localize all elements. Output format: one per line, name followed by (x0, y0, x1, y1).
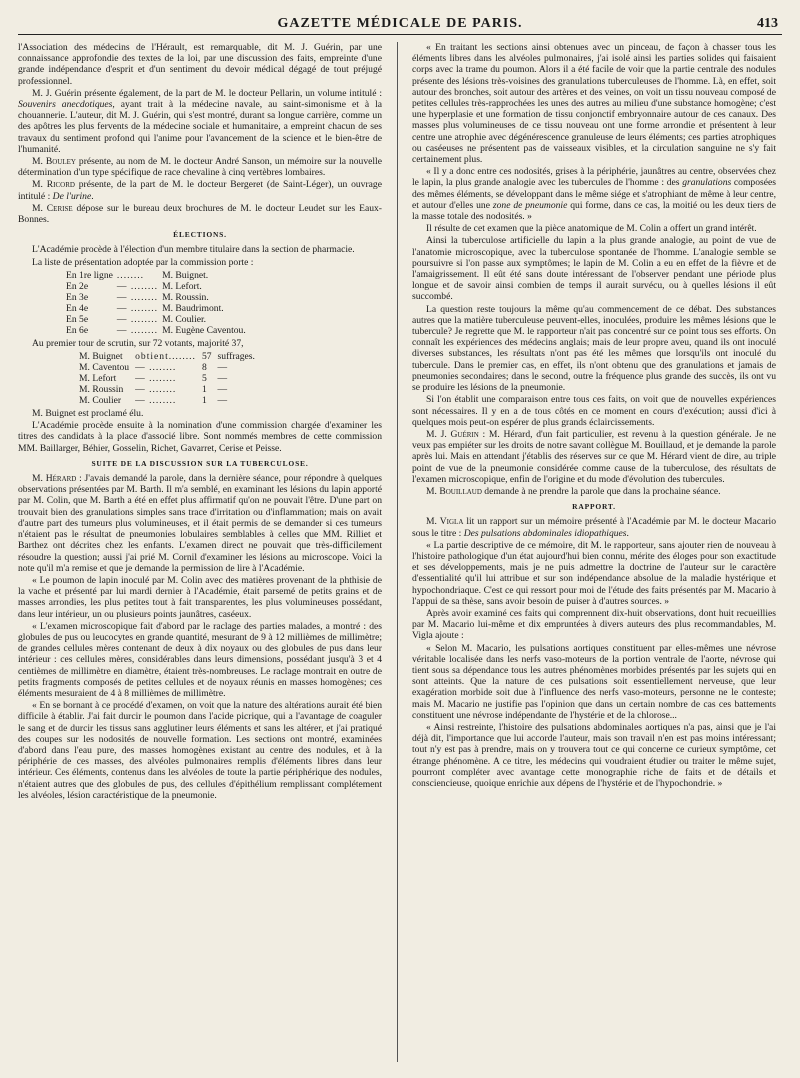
paragraph: M. Ricord présente, de la part de M. le docteur Bergeret (de Saint-Léger), un ouvrage intitulé : De l'urine. (18, 179, 382, 202)
book-title: De l'urine (52, 190, 92, 202)
list-item (64, 314, 248, 325)
emphasis: zone de pneumonie (492, 199, 568, 211)
paragraph: « Le poumon de lapin inoculé par M. Colin avec des matières provenant de la phthisie de la vache et présenté par lui mardi dernier à l'Académie, était parsemé de petits grains et de masses arrondies, les plus petites tout à fait transparentes, les plus volumineuses possédant, dans leur intérieur, un ou plusieurs points jaunâtres, caséeux. (18, 574, 382, 620)
candidate-name: M. Buignet (79, 351, 123, 363)
table-row (76, 384, 258, 395)
leader-dots: — ........ (116, 324, 159, 336)
candidate-name: M. Lefort (79, 373, 117, 385)
paragraph: M. Buignet est proclamé élu. (32, 408, 144, 420)
paragraph: La question reste toujours la même qu'au commencement de ce débat. Des substances autres que la matière tuberculeuse peuvent-elles, inoculées, produire les mêmes lésions que le tubercule? Je regrette que M. le rapporteur n'ait pas concentré sur ce point tous ses efforts. On connaît les expériences des médecins anglais; mais de leur propre aveu, quand ils ont inoculé diverses substances, les résultats n'ont pas été les mêmes que lorsqu'ils ont inoculé du tubercule. Dans le premier cas, en effet, ils n'ont obtenu que des granulations et jamais de pneumonies secondaires; dans le second, outre la fréquence plus grande des succès, ils ont vu se produire les lésions de la pneumonie. (412, 303, 776, 394)
rank-label: En 6e (66, 324, 89, 336)
list-item (64, 292, 248, 303)
column-divider (397, 42, 398, 1062)
paragraph: l'Association des médecins de l'Hérault, est remarquable, dit M. J. Guérin, par une connaissance approfondie des textes de la loi, par une discussion des faits, empreinte d'une grande indépendance d'esprit et d'un sentiment du devoir médical dégagé de tout préjugé professionnel. (18, 42, 382, 87)
left-column (18, 42, 382, 802)
page-title: GAZETTE MÉDICALE DE PARIS. (277, 16, 523, 31)
header-rule (18, 34, 782, 35)
paragraph: « Ainsi restreinte, l'histoire des pulsations abdominales aortiques n'a pas, ainsi que je l'ai déjà dit, l'importance que lui accorde l'auteur, mais son travail n'en est pas moins intéressant; tout n'y est pas à prendre, mais on y trouvera tout ce qui concerne ce curieux symptôme, cet étrange phénomène. A ce titre, les médecins qui voudraient étudier ou traiter le même sujet, pourront compléter avec avantage cette monographie riche de faits et de détails et consciencieuse, quoique enrichie aux dépens de l'hystérie et de l'hypochondrie. » (412, 721, 776, 789)
paragraph: M. Bouley présente, au nom de M. le docteur André Sanson, un mémoire sur la nouvelle détermination d'un type spécifique de race chevaline à cinq vertèbres lombaires. (18, 156, 382, 179)
paragraph: La liste de présentation adoptée par la commission porte : (32, 256, 254, 268)
vote-count: 1 (201, 384, 207, 396)
paragraph: L'Académie procède ensuite à la nomination d'une commission chargée d'examiner les titres des candidats à la place d'associé libre. Sont nommés membres de cette commission MM. Baillarger, Béhier, Gosselin, Richet, Gavarret, Cerise et Peisse. (18, 420, 382, 454)
candidate-name: M. Eugène Caventou. (162, 324, 246, 336)
leader-dots: — ........ (135, 395, 177, 407)
vote-unit: — (217, 395, 228, 407)
speaker-name: M. Bouley (32, 156, 76, 168)
paragraph: M. J. Guérin présente également, de la part de M. le docteur Pellarin, un volume intitulé : Souvenirs anecdotiques, ayant trait à la médecine navale, au saint-simonisme et à la chouannerie. L'auteur, dit M. J. Guérin, qui s'est montré, durant sa longue carrière, comme un des apôtres les plus fervents de la médecine sociale et humanitaire, a empreint chacun de ses travaux du sentiment profond qui l'anime pour l'avancement de la science et le bien-être de l'humanité. (18, 87, 382, 155)
leader-dots: — ........ (116, 280, 159, 292)
candidate-name: M. Caventou (79, 362, 130, 374)
paragraph: « En traitant les sections ainsi obtenues avec un pinceau, de façon à chasser tous les éléments libres dans les alvéoles pulmonaires, j'ai isolé ainsi les parties solides qui faisaient corps avec la trame du poumon. Alors il a été facile de voir que la partie centrale des nodules présente des lésions très-voisines des granulations tuberculeuses de l'homme. Là, en effet, soit autour des bronches, soit autour des artères et des veines, on voit un tissu nouveau composé de petites cellules très-rapprochées les unes des autres au milieu d'une substance homogène; c'est une hyperplasie et une formation de tissu conjonctif embryonnaire autour de ces canaux. Des masses plus volumineuses de ce tissu nouveau ont une forme arrondie et présentent à leur centre une atrophie avec dégénérescence granuleuse de leurs éléments; ces parties atrophiques ou caséeuses ne présentent pas de vaisseaux visibles, et la circulation sanguine ne s'y fait certainement plus. (412, 42, 776, 166)
vote-count: 5 (201, 373, 207, 385)
presentation-list (64, 270, 248, 336)
vote-count: 8 (201, 362, 207, 374)
paragraph: « Il y a donc entre ces nodosités, grises à la périphérie, jaunâtres au centre, observées chez le lapin, la plus grande analogie avec les tubercules de l'homme : des granulations composées des mêmes éléments, se développant dans le même siége et s'atrophiant de même à leur centre, et autour d'elles une zone de pneumonie qui forme, dans ce cas, la moitié ou les deux tiers de la masse totale des nodosités. » (412, 166, 777, 223)
section-heading-elections: ÉLECTIONS. (173, 230, 227, 240)
page-header (18, 10, 782, 36)
table-row (76, 395, 258, 406)
rank-label: En 5e (66, 313, 89, 325)
leader-dots: obtient........ (135, 351, 196, 363)
speaker-name: M. Cerise (32, 202, 73, 214)
rank-label: En 2e (66, 280, 89, 292)
candidate-name: M. Coulier. (162, 313, 207, 325)
rank-label: En 4e (66, 302, 89, 314)
right-column (412, 42, 776, 790)
list-item (64, 325, 248, 336)
paragraph: M. Bouillaud demande à ne prendre la parole que dans la prochaine séance. (426, 485, 721, 497)
leader-dots: — ........ (116, 313, 159, 325)
paragraph: Après avoir examiné ces faits qui comprennent dix-huit observations, dont huit recueillies par M. Macario lui-même et dix empruntées à divers auteurs des plus recommandables, M. Vigla ajoute : (412, 607, 776, 642)
leader-dots: — ........ (135, 373, 177, 385)
vote-count: 57 (201, 351, 212, 363)
candidate-name: M. Coulier (79, 395, 122, 407)
section-heading-discussion: SUITE DE LA DISCUSSION SUR LA TUBERCULOSE. (91, 458, 309, 468)
vote-unit: — (217, 384, 228, 396)
leader-dots: — ........ (116, 291, 159, 303)
candidate-name: M. Baudrimont. (162, 302, 224, 314)
paragraph: M. J. Guérin : M. Hérard, d'un fait particulier, est revenu à la question générale. Je ne veux pas empiéter sur les droits de notre savant collègue M. Bouillaud, et je demande la parole après lui. Mais en attendant j'établis des réserves sur ce que M. Hérard vient de dire, au triple point de vue de la pneumonie considérée comme cause de la tuberculose, des résultats de l'examen microscopique, enfin de l'origine et du mode d'évolution des tubercules. (412, 428, 776, 485)
rank-label: En 3e (66, 291, 89, 303)
vote-count: 1 (201, 395, 207, 407)
paragraph: Il résulte de cet examen que la pièce anatomique de M. Colin a offert un grand intérêt. (426, 223, 757, 235)
candidate-name: M. Roussin (79, 384, 124, 396)
book-title: Souvenirs anecdotiques (18, 99, 113, 111)
candidate-name: M. Buignet. (162, 269, 209, 281)
leader-dots: — ........ (116, 302, 159, 314)
leader-dots: — ........ (135, 384, 177, 396)
paragraph: « L'examen microscopique fait d'abord par le raclage des parties malades, a montré : des globules de pus ou leucocytes en grande quantité, mesurant de 9 à 12 millièmes de millimètre; de grandes cellules mères contenant de deux à dix noyaux ou des globules de pus dans leur intérieur : ces cellules mères, considérables dans leurs dimensions, possédant jusqu'à 3 et 4 centièmes de millimètre en diamètre, étaient très-nombreuses. Le raclage montrait en outre de petits fragments composés de petites cellules et de noyaux réunis en masses homogènes; ces éléments mesuraient de 4 à 8 millièmes de millimètre. (18, 620, 382, 699)
list-item (64, 303, 248, 314)
speaker-name: M. J. Guérin (426, 428, 479, 440)
table-row (76, 373, 258, 384)
section-heading-rapport: RAPPORT. (572, 502, 616, 512)
paragraph: « Selon M. Macario, les pulsations aortiques constituent par elles-mêmes une névrose véritable localisée dans les nerfs vaso-moteurs de la portion ventrale de l'aorte, névrose qui tient sous sa dépendance tous les autres phénomènes morbides présentés par les sujets qui en sont atteints. Que la nature de ces pulsations soit essentiellement nerveuse, que leur exagération morbide soit due à l'influence des nerfs vaso-moteurs, personne ne le conteste; mais M. Macario ne justifie pas l'opinion que dans un certain nombre de cas ces battements constituent une névrose indépendante de l'hystérie et de la chlorose... (412, 642, 776, 721)
emphasis: granulations (682, 177, 732, 189)
paragraph: L'Académie procède à l'élection d'un membre titulaire dans la section de pharmacie. (32, 244, 355, 256)
paragraph: « La partie descriptive de ce mémoire, dit M. le rapporteur, sans ajouter rien de nouveau à l'histoire pathologique d'un état aujourd'hui bien connu, mérite des éloges pour son exactitude et ses développements, mais je ne puis admettre la doctrine de l'auteur sur le caractère d'essentialité qu'il lui attribue et sur son indépendance absolue de la maladie hystérique et hypochondriaque. C'est ce qui ressort pour moi de l'étude des faits présentés par M. Macario à l'appui de sa thèse, sans avoir besoin de puiser à d'autres sources. » (412, 539, 776, 607)
candidate-name: M. Roussin. (162, 291, 209, 303)
table-row (76, 362, 258, 373)
paragraph: M. Cerise dépose sur le bureau deux brochures de M. le docteur Leudet sur les Eaux-Bonnes. (18, 202, 382, 226)
vote-results (76, 351, 258, 406)
memoir-title: Des pulsations abdominales idiopathiques (463, 527, 627, 539)
paragraph: « En se bornant à ce procédé d'examen, on voit que la nature des altérations aurait été bien difficile à établir. J'ai fait durcir le poumon dans l'acide picrique, qui a l'avantage de coaguler le sang et de durcir les tissus sans agglutiner leurs éléments et sans les altérer, et j'ai pratiqué des coupes sur les nodosités de nouvelle formation. Les sections ont montré, examinées d'abord dans l'eau pure, des masses homogènes existant au centre des nodules, et à la périphérie de ces masses, des alvéoles pulmonaires remplis d'éléments libres dans leur intérieur. Ces éléments, contenus dans les alvéoles de toute la partie périphérique des nodules, n'étaient autres que des globules de pus, des cellules d'épithélium remplissant complétement les alvéoles, lésion caractéristique de la pneumonie. (18, 700, 382, 801)
candidate-name: M. Lefort. (162, 280, 202, 292)
list-item (64, 270, 248, 281)
paragraph: Si l'on établit une comparaison entre tous ces faits, on voit que de nouvelles expériences sont nécessaires. Il y en a de tous côtés en ce moment en cours d'exécution; aussi d'ici à quelques mois peut-on espérer de plus grands éclaircissements. (412, 394, 776, 428)
vote-unit: — (217, 362, 228, 374)
paragraph: Au premier tour de scrutin, sur 72 votants, majorité 37, (32, 337, 244, 349)
leader-dots: ........ (116, 269, 145, 281)
paragraph: M. Vigla lit un rapport sur un mémoire présenté à l'Académie par M. le docteur Macario sous le titre : Des pulsations abdominales idiopathiques. (412, 516, 776, 539)
table-row (76, 351, 258, 362)
speaker-name: M. Vigla (426, 516, 464, 528)
rank-label: En 1re ligne (66, 269, 113, 281)
speaker-name: M. Ricord (32, 179, 75, 191)
paragraph: Ainsi la tuberculose artificielle du lapin a la plus grande analogie, au point de vue de l'anatomie microscopique, avec la tuberculose spontanée de l'homme. L'analogie semble se poursuivre si l'on passe aux symptômes; le lapin de M. Colin a eu en effet de la fièvre et de l'amaigrissement. Il eût été sans doute intéressant de l'observer pendant une période plus longue et de savoir ainsi combien de temps il aurait survécu, ou à quelles lésions il eût succombé. (412, 235, 776, 303)
vote-unit: suffrages. (217, 351, 255, 363)
leader-dots: — ........ (135, 362, 177, 374)
speaker-name: M. Bouillaud (426, 485, 482, 497)
paragraph: M. Hérard : J'avais demandé la parole, dans la dernière séance, pour répondre à quelques observations présentées par M. Barth. Il m'a semblé, en examinant les lésions du lapin apporté par M. Colin, que M. Barth a été en effet plus affirmatif qu'on ne pouvait l'être. D'une part on trouvait bien des granulations simples sans trace d'irritation ou d'inflammation; mais on avait d'autre part des tumeurs plus volumineuses, et il était permis de se demander si ces tumeurs n'étaient pas le résultat de pneumonies lobulaires semblables à celles que MM. Rilliet et Barthez ont décrites chez les enfants. L'examen direct ne pouvait que très-difficilement résoudre la question; aussi j'ai prié M. Cornil d'examiner les lésions au microscope. Voici la note qu'il m'a remise et que je demande la permission de lire à l'Académie. (18, 473, 383, 574)
vote-unit: — (217, 373, 228, 385)
page-number: 413 (757, 16, 778, 31)
speaker-name: M. Hérard (32, 473, 77, 485)
list-item (64, 281, 248, 292)
